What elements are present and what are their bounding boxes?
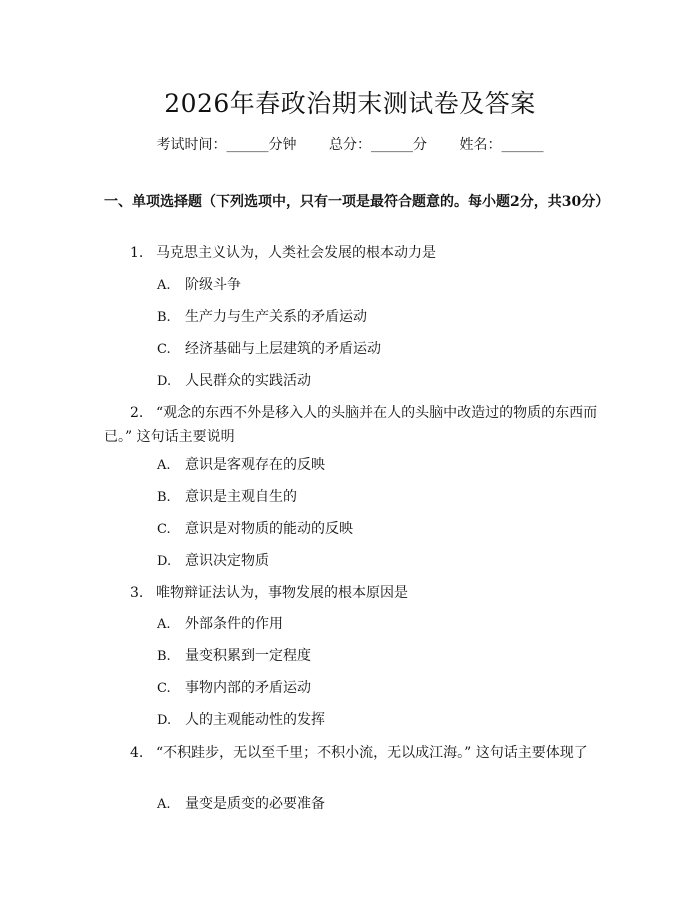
question-number: 3.: [130, 585, 144, 601]
question-text: 唯物辩证法认为，事物发展的根本原因是: [156, 585, 408, 601]
option-4a: [157, 794, 325, 815]
option-text: 意识是客观存在的反映: [185, 457, 325, 473]
option-1b: [157, 307, 367, 328]
option-2b: [157, 487, 297, 508]
option-label: C.: [157, 522, 171, 537]
option-label: D.: [157, 374, 172, 389]
question-2: [104, 401, 604, 449]
section-heading: 一、单项选择题（下列选项中，只有一项是最符合题意的。每小题2分，共30分）: [104, 194, 610, 210]
question-4: [104, 741, 604, 765]
option-text: 生产力与生产关系的矛盾运动: [185, 309, 367, 325]
option-2a: [157, 455, 325, 476]
question-3: [104, 581, 604, 605]
option-label: A.: [157, 458, 171, 473]
question-text: “观念的东西不外是移入人的头脑并在人的头脑中改造过的物质的东西而已。” 这句话主要说明: [104, 405, 598, 445]
option-label: D.: [157, 554, 172, 569]
option-label: C.: [157, 681, 171, 696]
exam-title: 2026年春政治期末测试卷及答案: [164, 89, 536, 118]
option-label: C.: [157, 342, 171, 357]
option-text: 量变积累到一定程度: [185, 648, 311, 664]
option-text: 阶级斗争: [185, 277, 241, 293]
option-text: 外部条件的作用: [185, 616, 283, 632]
option-text: 意识是主观自生的: [185, 489, 297, 505]
option-1d: [157, 371, 311, 392]
option-2c: [157, 519, 353, 540]
option-label: A.: [157, 617, 171, 632]
option-text: 事物内部的矛盾运动: [185, 680, 311, 696]
option-1a: [157, 275, 241, 296]
option-text: 人的主观能动性的发挥: [185, 712, 325, 728]
question-number: 4.: [130, 745, 144, 761]
option-label: B.: [157, 310, 171, 325]
question-number: 2.: [130, 405, 144, 421]
option-text: 意识是对物质的能动的反映: [185, 521, 353, 537]
option-3b: [157, 646, 311, 667]
question-text: 马克思主义认为，人类社会发展的根本动力是: [156, 245, 436, 261]
option-text: 意识决定物质: [185, 553, 269, 569]
option-1c: [157, 339, 381, 360]
question-text: “不积跬步，无以至千里；不积小流，无以成江海。” 这句话主要体现了: [156, 745, 588, 761]
option-label: A.: [157, 797, 171, 812]
option-3d: [157, 710, 325, 731]
option-text: 量变是质变的必要准备: [185, 796, 325, 812]
exam-time-field: 考试时间：______分钟: [156, 137, 297, 153]
option-label: D.: [157, 713, 172, 728]
option-text: 经济基础与上层建筑的矛盾运动: [185, 341, 381, 357]
option-3a: [157, 614, 283, 635]
option-label: B.: [157, 649, 171, 664]
question-number: 1.: [130, 245, 144, 261]
option-2d: [157, 551, 269, 572]
option-label: A.: [157, 278, 171, 293]
option-label: B.: [157, 490, 171, 505]
option-3c: [157, 678, 311, 699]
option-text: 人民群众的实践活动: [185, 373, 311, 389]
total-score-field: 总分：______分: [329, 137, 427, 153]
student-name-field: 姓名：______: [459, 137, 544, 153]
exam-meta: [0, 134, 700, 154]
question-1: [104, 241, 604, 265]
